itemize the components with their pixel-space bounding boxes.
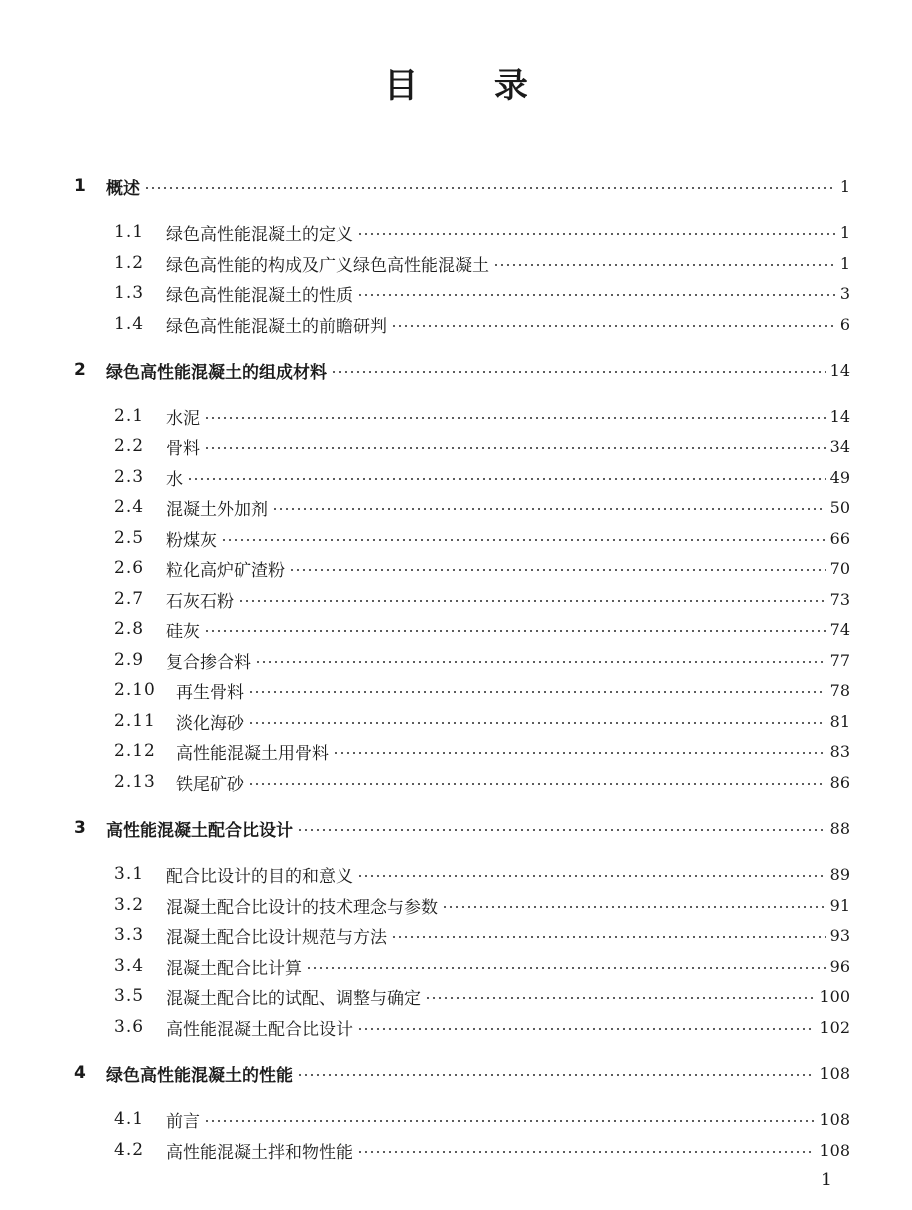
- entry-number: 2.8: [114, 619, 145, 639]
- dot-leader: [297, 829, 826, 831]
- entry-title: 混凝土配合比设计规范与方法: [166, 927, 387, 948]
- entry-title: 高性能混凝土拌和物性能: [166, 1142, 353, 1163]
- entry-number: 3.1: [114, 864, 145, 884]
- dot-leader: [289, 569, 826, 571]
- entry-title: 复合掺合料: [166, 652, 251, 673]
- toc-section-entry[interactable]: [114, 434, 850, 458]
- toc-chapter-entry[interactable]: [74, 1061, 850, 1085]
- toc-section-entry[interactable]: [114, 739, 850, 763]
- entry-number: 2.10: [114, 680, 156, 700]
- dot-leader: [204, 447, 826, 449]
- dot-leader: [272, 508, 826, 510]
- toc-section-entry[interactable]: [114, 954, 850, 978]
- toc-section-entry[interactable]: [114, 495, 850, 519]
- entry-page-number: 3: [839, 283, 850, 303]
- dot-leader: [144, 187, 836, 189]
- entry-page-number: 74: [829, 619, 850, 639]
- toc-section-entry[interactable]: [114, 281, 850, 305]
- dot-leader: [357, 1028, 815, 1030]
- entry-page-number: 70: [829, 558, 850, 578]
- entry-page-number: 34: [829, 436, 850, 456]
- entry-title: 硅灰: [166, 621, 200, 642]
- dot-leader: [248, 691, 826, 693]
- entry-title: 高性能混凝土配合比设计: [166, 1019, 353, 1040]
- dot-leader: [357, 875, 826, 877]
- entry-number: 2.7: [114, 589, 145, 609]
- dot-leader: [187, 478, 826, 480]
- toc-section-entry[interactable]: [114, 465, 850, 489]
- toc-chapter-entry[interactable]: [74, 174, 850, 198]
- dot-leader: [357, 233, 836, 235]
- entry-number: 2.9: [114, 650, 145, 670]
- entry-number: 2.12: [114, 741, 156, 761]
- entry-title: 高性能混凝土用骨料: [176, 743, 329, 764]
- entry-title: 水泥: [166, 408, 200, 429]
- entry-number: 1.3: [114, 283, 145, 303]
- entry-page-number: 49: [829, 467, 850, 487]
- dot-leader: [333, 752, 826, 754]
- entry-number: 3.2: [114, 895, 145, 915]
- toc-section-entry[interactable]: [114, 770, 850, 794]
- entry-title: 绿色高性能的构成及广义绿色高性能混凝土: [166, 255, 489, 276]
- entry-number: 1: [74, 176, 86, 196]
- entry-number: 3.6: [114, 1017, 145, 1037]
- entry-page-number: 14: [829, 406, 850, 426]
- dot-leader: [357, 1151, 815, 1153]
- dot-leader: [221, 539, 826, 541]
- entry-title: 绿色高性能混凝土的性能: [106, 1065, 293, 1086]
- toc-section-entry[interactable]: [114, 893, 850, 917]
- page-title: 目 录: [384, 66, 560, 106]
- toc-section-entry[interactable]: [114, 648, 850, 672]
- dot-leader: [297, 1074, 815, 1076]
- dot-leader: [306, 967, 826, 969]
- entry-page-number: 1: [839, 222, 850, 242]
- entry-page-number: 102: [819, 1017, 850, 1037]
- entry-title: 绿色高性能混凝土的组成材料: [106, 362, 327, 383]
- entry-number: 4: [74, 1063, 86, 1083]
- entry-number: 2.4: [114, 497, 145, 517]
- entry-number: 2.3: [114, 467, 145, 487]
- entry-page-number: 88: [829, 818, 850, 838]
- entry-page-number: 93: [829, 925, 850, 945]
- toc-section-entry[interactable]: [114, 1107, 850, 1131]
- dot-leader: [391, 936, 826, 938]
- entry-page-number: 73: [829, 589, 850, 609]
- entry-title: 铁尾矿砂: [176, 774, 244, 795]
- dot-leader: [204, 1120, 815, 1122]
- entry-title: 再生骨料: [176, 682, 244, 703]
- toc-chapter-entry[interactable]: [74, 358, 850, 382]
- entry-page-number: 78: [829, 680, 850, 700]
- entry-page-number: 86: [829, 772, 850, 792]
- entry-page-number: 83: [829, 741, 850, 761]
- dot-leader: [255, 661, 826, 663]
- entry-number: 1.4: [114, 314, 145, 334]
- dot-leader: [442, 906, 826, 908]
- entry-page-number: 1: [839, 176, 850, 196]
- entry-number: 4.1: [114, 1109, 145, 1129]
- dot-leader: [391, 325, 836, 327]
- entry-title: 粉煤灰: [166, 530, 217, 551]
- toc-section-entry[interactable]: [114, 526, 850, 550]
- entry-number: 3.3: [114, 925, 145, 945]
- dot-leader: [425, 997, 815, 999]
- entry-number: 2.2: [114, 436, 145, 456]
- entry-title: 高性能混凝土配合比设计: [106, 820, 293, 841]
- entry-number: 2.13: [114, 772, 156, 792]
- entry-title: 骨料: [166, 438, 200, 459]
- toc-section-entry[interactable]: [114, 1138, 850, 1162]
- toc-section-entry[interactable]: [114, 617, 850, 641]
- entry-page-number: 108: [819, 1140, 850, 1160]
- toc-section-entry[interactable]: [114, 251, 850, 275]
- toc-section-entry[interactable]: [114, 1015, 850, 1039]
- entry-title: 混凝土配合比设计的技术理念与参数: [166, 897, 438, 918]
- entry-title: 石灰石粉: [166, 591, 234, 612]
- toc-section-entry[interactable]: [114, 984, 850, 1008]
- entry-page-number: 89: [829, 864, 850, 884]
- entry-number: 3: [74, 818, 86, 838]
- entry-number: 2.1: [114, 406, 145, 426]
- toc-section-entry[interactable]: [114, 862, 850, 886]
- entry-number: 3.4: [114, 956, 145, 976]
- entry-number: 2.6: [114, 558, 145, 578]
- entry-number: 1.1: [114, 222, 145, 242]
- entry-number: 2.11: [114, 711, 156, 731]
- toc-section-entry[interactable]: [114, 678, 850, 702]
- toc-section-entry[interactable]: [114, 709, 850, 733]
- entry-page-number: 50: [829, 497, 850, 517]
- entry-title: 绿色高性能混凝土的性质: [166, 285, 353, 306]
- dot-leader: [248, 783, 826, 785]
- entry-title: 前言: [166, 1111, 200, 1132]
- dot-leader: [357, 294, 836, 296]
- entry-title: 概述: [106, 178, 140, 199]
- entry-page-number: 66: [829, 528, 850, 548]
- entry-page-number: 108: [819, 1063, 850, 1083]
- entry-title: 淡化海砂: [176, 713, 244, 734]
- entry-page-number: 100: [819, 986, 850, 1006]
- dot-leader: [204, 630, 826, 632]
- entry-page-number: 108: [819, 1109, 850, 1129]
- entry-number: 4.2: [114, 1140, 145, 1160]
- toc-section-entry[interactable]: [114, 923, 850, 947]
- entry-page-number: 14: [829, 360, 850, 380]
- dot-leader: [238, 600, 826, 602]
- toc-section-entry[interactable]: [114, 312, 850, 336]
- entry-title: 水: [166, 469, 183, 490]
- entry-title: 绿色高性能混凝土的定义: [166, 224, 353, 245]
- entry-title: 混凝土外加剂: [166, 499, 268, 520]
- entry-title: 粒化高炉矿渣粉: [166, 560, 285, 581]
- entry-title: 混凝土配合比计算: [166, 958, 302, 979]
- toc-section-entry[interactable]: [114, 587, 850, 611]
- entry-page-number: 6: [839, 314, 850, 334]
- dot-leader: [331, 371, 826, 373]
- page-number: 1: [821, 1170, 832, 1190]
- entry-title: 混凝土配合比的试配、调整与确定: [166, 988, 421, 1009]
- entry-page-number: 77: [829, 650, 850, 670]
- dot-leader: [204, 417, 826, 419]
- toc-section-entry[interactable]: [114, 556, 850, 580]
- dot-leader: [493, 264, 836, 266]
- dot-leader: [248, 722, 826, 724]
- toc-section-entry[interactable]: [114, 404, 850, 428]
- entry-title: 绿色高性能混凝土的前瞻研判: [166, 316, 387, 337]
- entry-number: 2.5: [114, 528, 145, 548]
- toc-chapter-entry[interactable]: [74, 816, 850, 840]
- entry-page-number: 1: [839, 253, 850, 273]
- entry-page-number: 91: [829, 895, 850, 915]
- entry-number: 1.2: [114, 253, 145, 273]
- entry-number: 2: [74, 360, 86, 380]
- entry-number: 3.5: [114, 986, 145, 1006]
- entry-page-number: 96: [829, 956, 850, 976]
- entry-page-number: 81: [829, 711, 850, 731]
- entry-title: 配合比设计的目的和意义: [166, 866, 353, 887]
- toc-section-entry[interactable]: [114, 220, 850, 244]
